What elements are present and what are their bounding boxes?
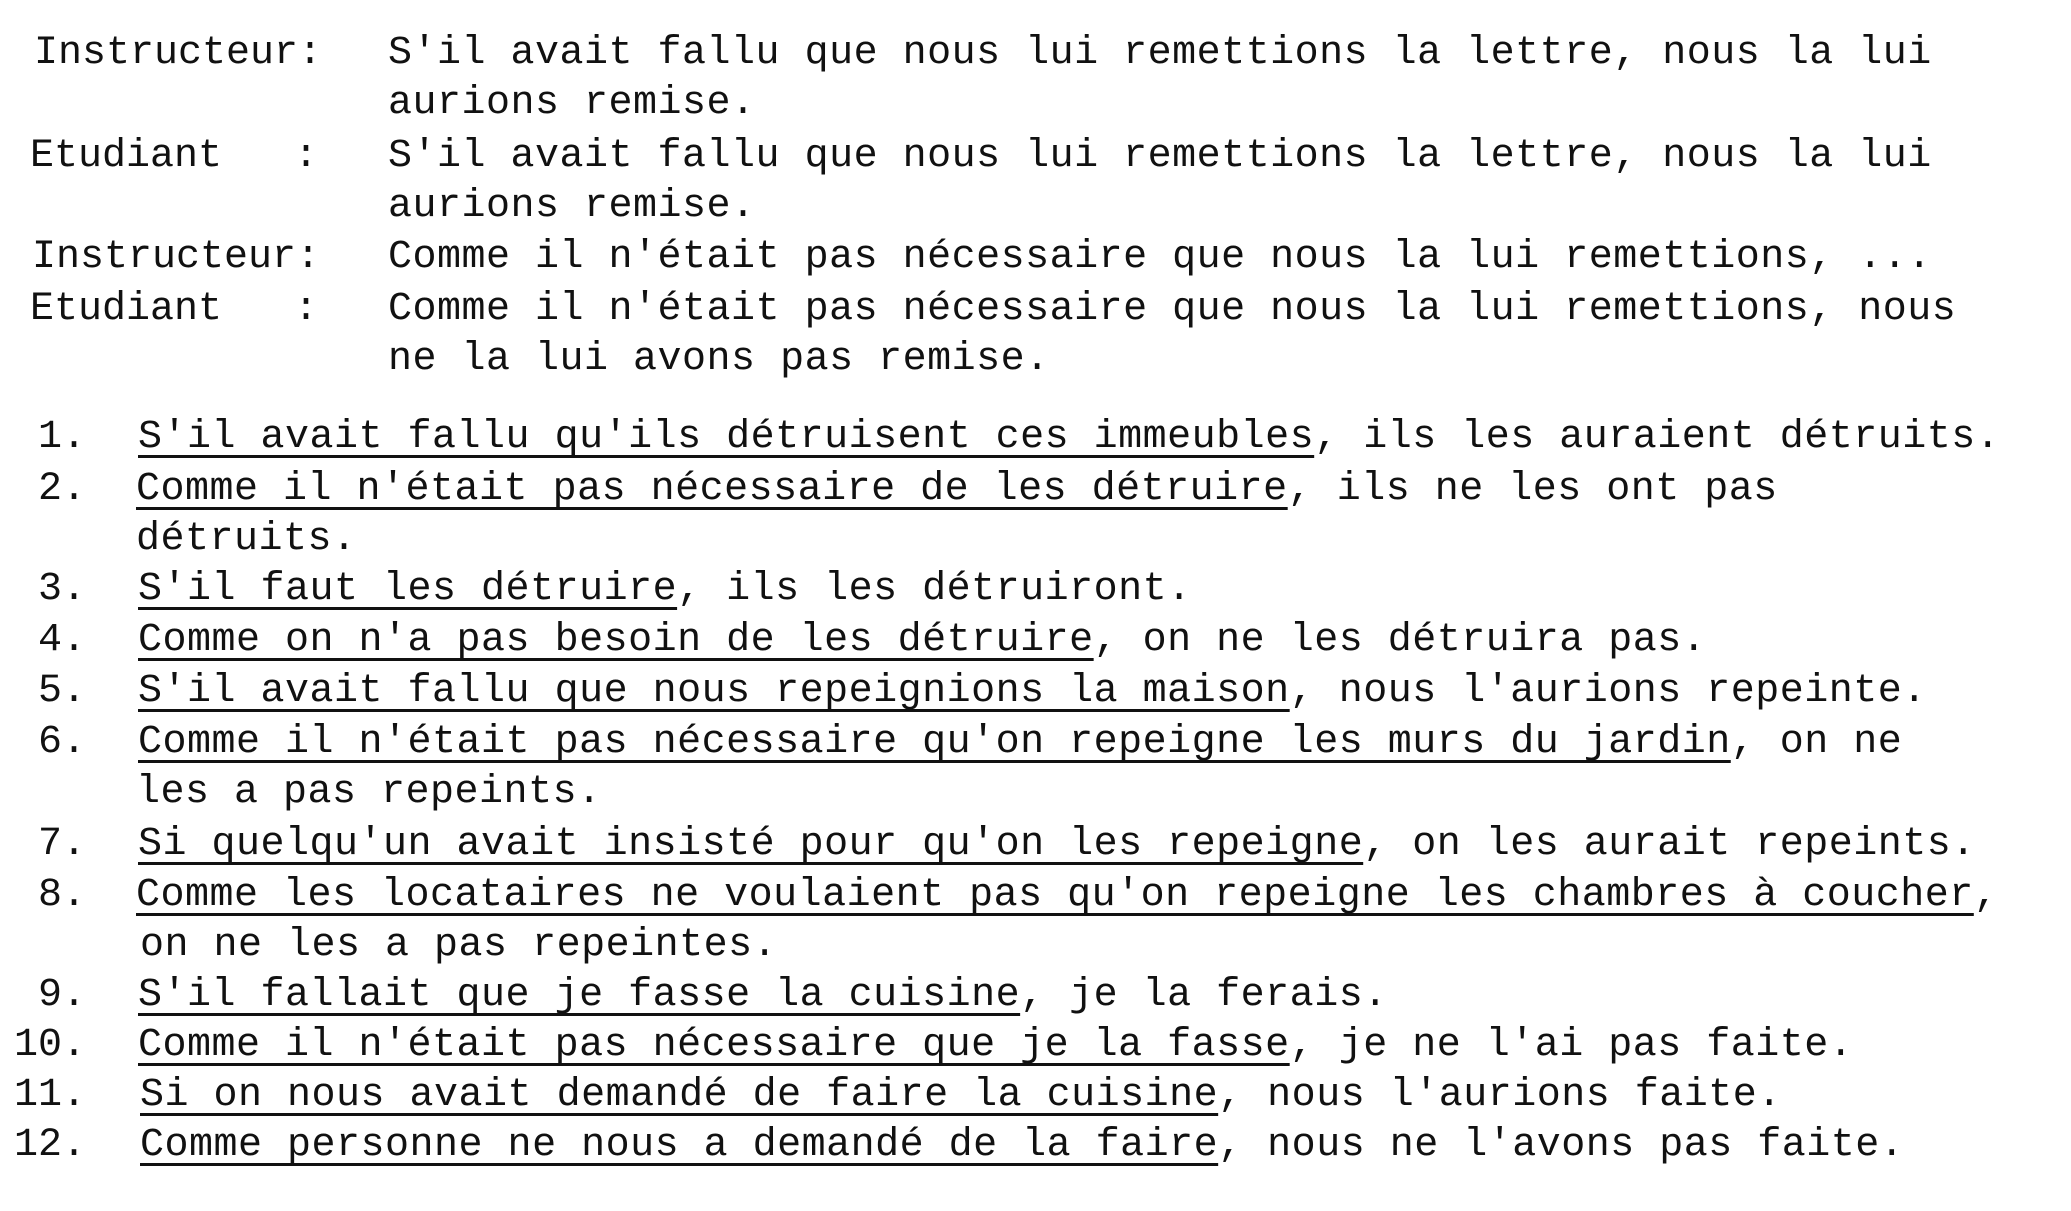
exercise-number: 7. — [37, 822, 86, 867]
exercise-cue: Si quelqu'un avait insisté pour qu'on les repeigne — [138, 822, 1364, 867]
dialogue-line: aurions remise. — [388, 81, 756, 126]
exercise-response: , je ne l'ai pas faite. — [1289, 1023, 1854, 1068]
dialogue-line: S'il avait fallu que nous lui remettions la lettre, nous la lui — [388, 31, 1932, 76]
exercise-response: , on les aurait repeints. — [1363, 822, 1976, 867]
exercise-number: 5. — [37, 669, 86, 714]
exercise-number: 9. — [37, 973, 86, 1018]
exercise-number: 2. — [37, 467, 86, 512]
exercise-item — [138, 972, 1388, 1020]
exercise-number: 11. — [13, 1073, 86, 1118]
exercise-response: , je la ferais. — [1020, 973, 1388, 1018]
speaker-label: Instructeur: — [32, 235, 321, 280]
exercise-item — [140, 1072, 1782, 1120]
dialogue-line: aurions remise. — [388, 184, 756, 229]
exercise-response: , ils ne les ont pas — [1287, 467, 1778, 512]
exercise-number: 4. — [37, 618, 86, 663]
dialogue-line: S'il avait fallu que nous lui remettions la lettre, nous la lui — [388, 134, 1932, 179]
exercise-item — [138, 414, 2000, 462]
exercise-response: , — [1973, 873, 1999, 918]
dialogue-line: Comme il n'était pas nécessaire que nous la lui remettions, ... — [388, 235, 1932, 280]
speaker-label: Etudiant : — [30, 134, 319, 179]
exercise-response: , ils les détruiront. — [677, 567, 1192, 612]
exercise-number: 10. — [13, 1023, 86, 1068]
exercise-item — [138, 821, 1976, 869]
exercise-cue: Comme il n'était pas nécessaire de les détruire — [136, 467, 1288, 512]
speaker-label: Etudiant : — [30, 287, 319, 332]
exercise-number: 1. — [37, 415, 86, 460]
exercise-cue: Comme personne ne nous a demandé de la faire — [140, 1123, 1219, 1168]
exercise-cue: Comme il n'était pas nécessaire qu'on repeigne les murs du jardin — [138, 720, 1731, 765]
exercise-item — [136, 872, 1998, 920]
dialogue-line: Comme il n'était pas nécessaire que nous la lui remettions, nous — [388, 287, 1957, 332]
dialogue-line: ne la lui avons pas remise. — [388, 337, 1050, 382]
exercise-response: , nous ne l'avons pas faite. — [1218, 1123, 1905, 1168]
exercise-continuation: on ne les a pas repeintes. — [140, 923, 778, 968]
exercise-item — [138, 617, 1706, 665]
exercise-number: 3. — [37, 567, 86, 612]
exercise-number: 6. — [37, 720, 86, 765]
exercise-cue: Comme les locataires ne voulaient pas qu'on repeigne les chambres à coucher — [136, 873, 1974, 918]
exercise-cue: Si on nous avait demandé de faire la cuisine — [140, 1073, 1219, 1118]
exercise-continuation: les a pas repeints. — [136, 770, 602, 815]
exercise-item — [138, 1022, 1853, 1070]
exercise-item — [136, 466, 1778, 514]
exercise-cue: S'il fallait que je fasse la cuisine — [138, 973, 1021, 1018]
exercise-response: , nous l'aurions faite. — [1218, 1073, 1782, 1118]
exercise-item — [138, 566, 1192, 614]
exercise-response: , on ne — [1730, 720, 1903, 765]
exercise-cue: S'il avait fallu qu'ils détruisent ces immeubles — [138, 415, 1315, 460]
speaker-label: Instructeur: — [34, 31, 323, 76]
exercise-item — [138, 668, 1927, 716]
exercise-number: 12. — [13, 1123, 86, 1168]
exercise-cue: S'il faut les détruire — [138, 567, 678, 612]
exercise-response: , ils les auraient détruits. — [1314, 415, 2001, 460]
exercise-continuation: détruits. — [136, 517, 357, 562]
exercise-item — [140, 1122, 1904, 1170]
exercise-number: 8. — [37, 873, 86, 918]
exercise-cue: Comme on n'a pas besoin de les détruire — [138, 618, 1094, 663]
exercise-response: , nous l'aurions repeinte. — [1289, 669, 1927, 714]
exercise-cue: S'il avait fallu que nous repeignions la maison — [138, 669, 1290, 714]
exercise-response: , on ne les détruira pas. — [1093, 618, 1707, 663]
exercise-cue: Comme il n'était pas nécessaire que je la fasse — [138, 1023, 1290, 1068]
exercise-item — [138, 719, 1902, 767]
